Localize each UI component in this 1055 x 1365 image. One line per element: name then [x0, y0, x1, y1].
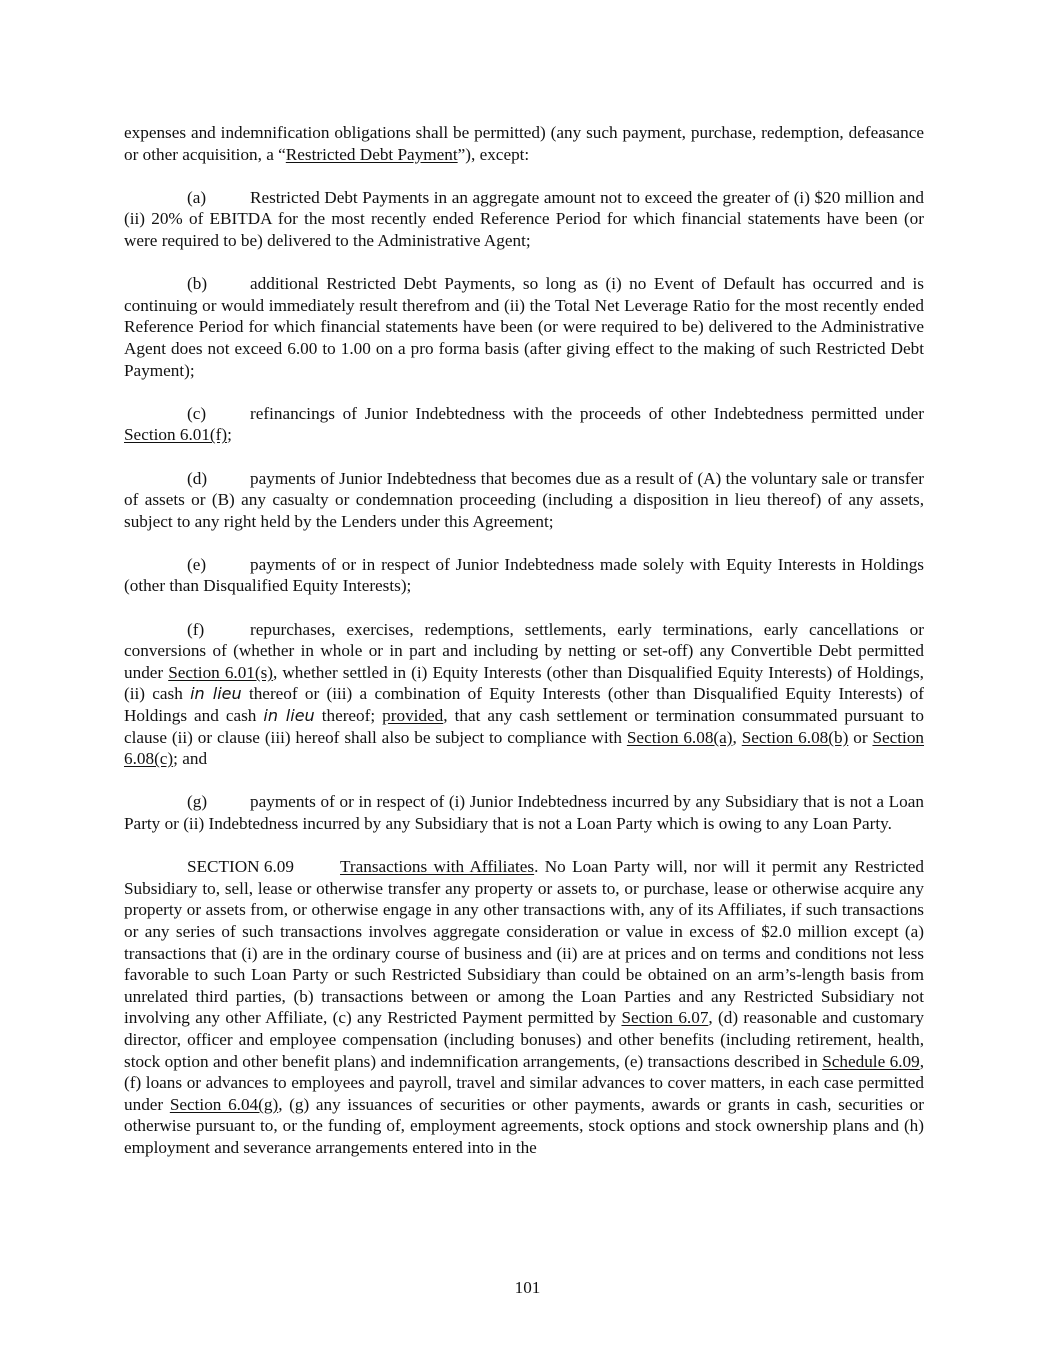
clause-b: (b) additional Restricted Debt Payments, so long as (i) no Event of Default has occurred and is continuing or would immediately result therefrom and (ii) the Total Net Leverage Ratio for the most recently ended Reference Period for which financial statements have been (or were required to be) delivered to the Administrative Agent does not exceed 6.00 to 1.00 on a pro forma basis (after giving effect to the making of such Restricted Debt Payment);: [124, 274, 924, 380]
ref-section-6-08-b: Section 6.08(b): [741, 727, 849, 747]
clause-c-tag: (c): [187, 403, 207, 423]
section-6-09-label: SECTION 6.09: [187, 857, 294, 877]
in-lieu-term: in lieu: [263, 706, 315, 726]
section-6-09-title: Transactions with Affiliates: [340, 857, 535, 877]
provided-term: provided: [382, 706, 444, 726]
clause-d: (d) payments of Junior Indebtedness that becomes due as a result of (A) the voluntary sale or transfer of assets or (B) any casualty or condemnation proceeding (including a disposition in lieu thereof) of any assets, subject to any right held by the Lenders under this Agreement;: [124, 468, 924, 531]
ref-section-6-08-c: Section 6.08(c): [124, 727, 925, 769]
clause-g-tag: (g): [187, 792, 208, 812]
in-lieu-term: in lieu: [190, 684, 242, 704]
ref-schedule-6-09: Schedule 6.09: [822, 1051, 920, 1071]
clause-b-tag: (b): [187, 274, 208, 294]
document-page: [124, 122, 924, 1159]
clause-g: (g) payments of or in respect of (i) Junior Indebtedness incurred by any Subsidiary that is not a Loan Party or (ii) Indebtedness incurred by any Subsidiary that is not a Loan Party which is owing to any Loan Party.: [124, 792, 924, 833]
ref-section-6-07: Section 6.07: [621, 1008, 709, 1028]
ref-section-6-04-g: Section 6.04(g): [169, 1094, 279, 1114]
defined-term-restricted-debt-payment: Restricted Debt Payment: [285, 144, 458, 164]
ref-section-6-01-s: Section 6.01(s): [168, 662, 274, 682]
clause-e: (e) payments of or in respect of Junior Indebtedness made solely with Equity Interests in Holdings (other than Disqualified Equity Interests);: [124, 554, 924, 596]
clause-d-tag: (d): [187, 468, 208, 488]
intro-paragraph: expenses and indemnification obligations shall be permitted) (any such payment, purchase, redemption, defeasance or other acquisition, a “Restricted Debt Payment”), except:: [124, 123, 924, 164]
clause-e-tag: (e): [187, 554, 207, 574]
section-6-09: SECTION 6.09 Transactions with Affiliates. No Loan Party will, nor will it permit any Restricted Subsidiary to, sell, lease or otherwise transfer any property or assets to, or purchase, lease or otherwise acquire any property or assets from, or otherwise engage in any other transactions with, any of its Affiliates, if such transactions or any series of such transactions involves aggregate consideration or value in excess of $2.0 million except (a) transactions that (i) are in the ordinary course of business and (ii) are at prices and on terms and conditions not less favorable to such Loan Party or such Restricted Subsidiary than could be obtained on an arm’s-length basis from unrelated third parties, (b) transactions between or among the Loan Parties and any Restricted Subsidiary not involving any other Affiliate, (c) any Restricted Payment permitted by Section 6.07, (d) reasonable and customary director, officer and employee compensation (including bonuses) and other benefits (including retirement, health, stock option and other benefit plans) and indemnification arrangements, (e) transactions described in Schedule 6.09, (f) loans or advances to employees and payroll, travel and similar advances to cover matters, in each case permitted under Section 6.04(g), (g) any issuances of securities or other payments, awards or grants in cash, securities or otherwise pursuant to, or the funding of, employment agreements, stock options and stock ownership plans and (h) employment and severance arrangements entered into in the: [124, 857, 925, 1157]
clause-a: (a) Restricted Debt Payments in an aggregate amount not to exceed the greater of (i) $20 million and (ii) 20% of EBITDA for the most recently ended Reference Period for which financial statements have been (or were required to be) delivered to the Administrative Agent;: [124, 187, 924, 250]
clause-f-tag: (f): [187, 619, 205, 639]
clause-a-tag: (a): [187, 187, 207, 207]
page-number: 101: [514, 1278, 541, 1297]
clause-f: (f) repurchases, exercises, redemptions, settlements, early terminations, early cancellations or conversions of (whether in whole or in part and including by netting or set-off) any Convertible Debt permitted under Section 6.01(s), whether settled in (i) Equity Interests (other than Disqualified Equity Interests) of Holdings, (ii) cash in lieu thereof or (iii) a combination of Equity Interests (other than Disqualified Equity Interests) of Holdings and cash in lieu thereof; provided, that any cash settlement or termination consummated pursuant to clause (ii) or clause (iii) hereof shall also be subject to compliance with Section 6.08(a), Section 6.08(b) or Section 6.08(c); and: [124, 619, 925, 769]
clause-c: (c) refinancings of Junior Indebtedness with the proceeds of other Indebtedness permitted under Section 6.01(f);: [124, 403, 924, 445]
ref-section-6-01-f: Section 6.01(f): [124, 425, 228, 445]
ref-section-6-08-a: Section 6.08(a): [626, 727, 733, 747]
